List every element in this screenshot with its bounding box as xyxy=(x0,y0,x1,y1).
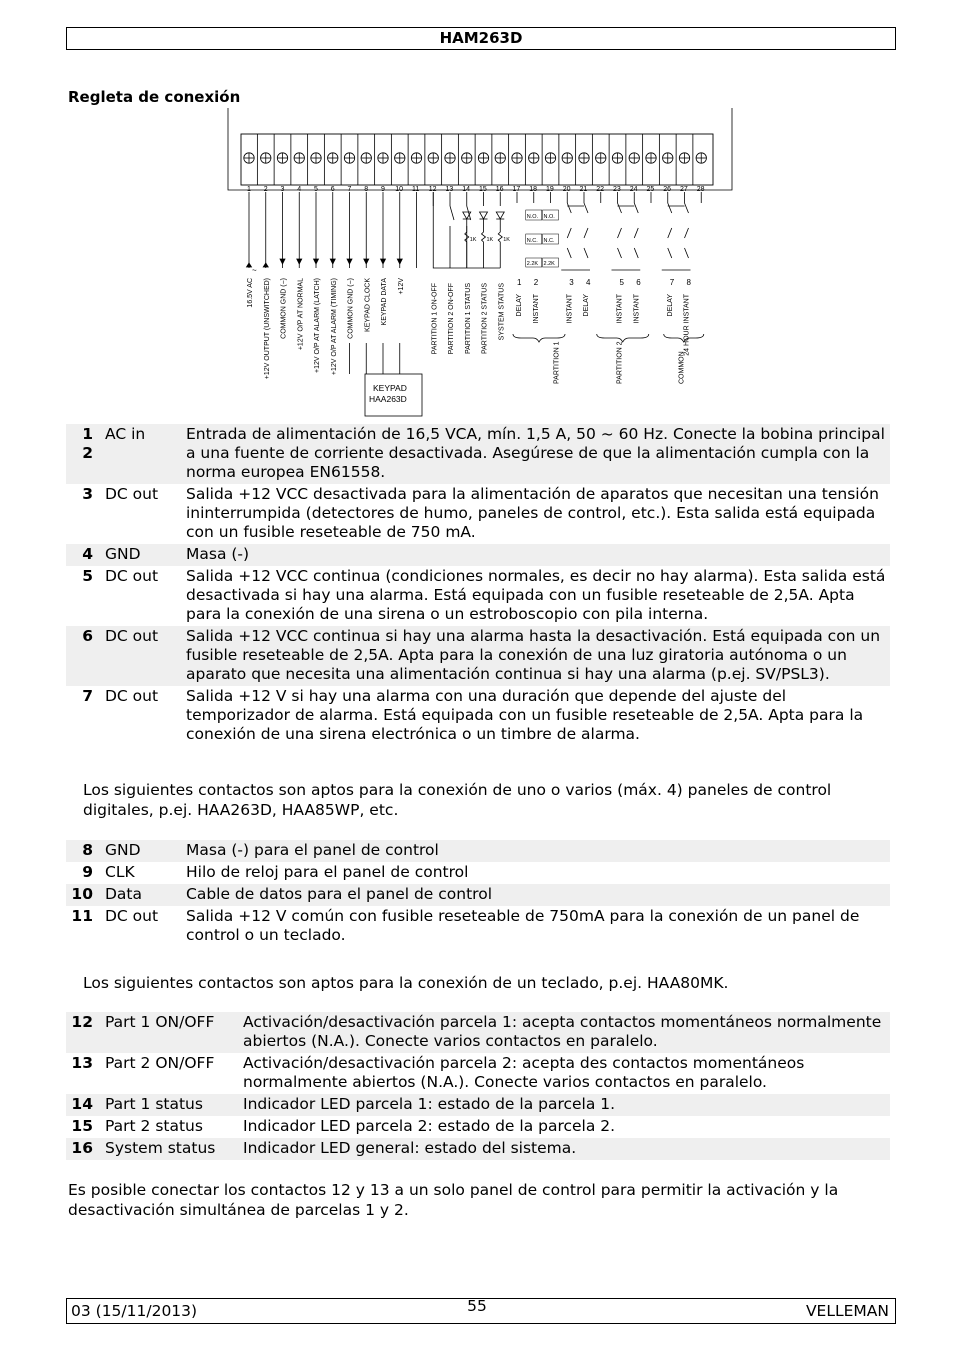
arrow-icon xyxy=(280,259,285,264)
table-row xyxy=(66,566,890,626)
zone-number: 8 xyxy=(686,278,691,287)
row-description: Salida +12 VCC desactivada para la alimentación de aparatos que necesitan una tensión ininterrumpida (detectores de humo, paneles de control, etc.). Esta salida está equipada con un fusible reseteable de 750 mA. xyxy=(186,485,879,541)
terminal-number: 7 xyxy=(347,186,352,193)
zone-number: 4 xyxy=(586,278,591,287)
switch-icon xyxy=(668,248,672,258)
row-number: 1 2 xyxy=(66,424,101,484)
contact-label: N.O. xyxy=(526,214,539,220)
keypad-label: KEYPAD xyxy=(373,383,407,393)
arrow-icon xyxy=(330,259,335,264)
row-description: Activación/desactivación parcela 2: acepta des contactos momentáneos normalmente abiertos (N.A.). Conecte varios contactos en paralelo. xyxy=(243,1054,805,1091)
row-name: Part 1 ON/OFF xyxy=(101,1012,239,1053)
row-number: 11 xyxy=(71,907,93,925)
zone-number: 2 xyxy=(533,278,539,287)
table-row xyxy=(66,840,890,862)
terminal-number: 11 xyxy=(412,186,420,193)
partition-label: PARTITION 1 xyxy=(553,341,561,384)
terminal-block xyxy=(241,134,713,185)
table-row xyxy=(66,686,890,746)
row-description: Masa (-) para el panel de control xyxy=(182,840,890,862)
row-number: 8 xyxy=(66,840,101,862)
zone-label: INSTANT xyxy=(532,294,540,324)
switch-icon xyxy=(584,203,588,213)
row-number: 12 xyxy=(66,1012,101,1053)
resistor-label: 1K xyxy=(503,237,510,243)
terminal-label: +12V O/P AT ALARM (LATCH) xyxy=(314,278,321,373)
zone-label: DELAY xyxy=(583,294,590,317)
terminal-label: COMMON GND (−) xyxy=(280,278,288,339)
terminal-number: 25 xyxy=(646,186,655,193)
ac-symbol-icon: ~ xyxy=(252,266,257,275)
terminal-number: 6 xyxy=(330,186,335,193)
switch-icon xyxy=(567,248,571,258)
zone-label: DELAY xyxy=(516,294,523,317)
switch-icon xyxy=(668,203,672,213)
terminal-label: +12V xyxy=(397,278,405,295)
zone-label: INSTANT xyxy=(566,294,574,324)
row-number: 3 xyxy=(82,485,93,503)
resistor-label: 2.2K xyxy=(543,261,555,267)
switch-icon xyxy=(618,228,622,238)
contact-label: N.O. xyxy=(543,214,555,220)
switch-icon xyxy=(450,206,454,220)
row-name: DC out xyxy=(101,626,182,686)
terminal-number: 9 xyxy=(381,186,385,193)
terminal-label: SYSTEM STATUS xyxy=(498,283,506,341)
row-name: Data xyxy=(101,884,182,906)
row-description: Indicador LED parcela 2: estado de la parcela 2. xyxy=(243,1117,616,1135)
spec-table-keypad xyxy=(66,840,890,947)
terminal-label: 16.5V AC xyxy=(247,278,254,308)
switch-icon xyxy=(685,228,689,238)
table-row xyxy=(66,544,890,566)
terminal-label: +12V O/P AT ALARM (TIMING) xyxy=(330,278,338,376)
terminal-number: 12 xyxy=(428,186,437,193)
switch-icon xyxy=(567,203,571,213)
row-number: 7 xyxy=(82,687,93,705)
row-number: 13 xyxy=(71,1054,93,1072)
terminal-number: 16 xyxy=(495,186,504,193)
footer-version: 03 (15/11/2013) xyxy=(71,1302,198,1320)
terminal-number: 4 xyxy=(297,186,302,193)
row-name: Part 2 ON/OFF xyxy=(105,1054,215,1072)
row-name: GND xyxy=(101,840,182,862)
arrow-icon xyxy=(364,259,369,264)
switch-icon xyxy=(634,203,638,213)
resistor-label: 1K xyxy=(469,237,477,243)
zone-number: 5 xyxy=(619,278,624,287)
paragraph-note: Es posible conectar los contactos 12 y 13 a un solo panel de control para permitir la activación y la desactivación simultánea de parcelas 1 y 2. xyxy=(68,1181,839,1219)
partition-label: PARTITION 2 xyxy=(616,341,624,384)
resistor-icon xyxy=(498,219,502,268)
page-header xyxy=(66,27,896,50)
switch-icon xyxy=(584,248,588,258)
row-number: 14 xyxy=(66,1094,101,1116)
row-name: DC out xyxy=(105,485,159,503)
paragraph-keyboard: Los siguientes contactos son aptos para la conexión de un teclado, p.ej. HAA80MK. xyxy=(83,974,729,992)
row-description: Entrada de alimentación de 16,5 VCA, mín. 1,5 A, 50 ~ 60 Hz. Conecte la bobina principal a una fuente de corriente desactivada. Asegúrese de que la alimentación cumpla con la norma europea EN61558. xyxy=(182,424,890,484)
table-row xyxy=(66,884,890,906)
common-label: COMMON xyxy=(678,351,686,384)
table-row xyxy=(66,484,890,544)
row-name: Part 1 status xyxy=(101,1094,239,1116)
zone-label: 24 HOUR INSTANT xyxy=(683,294,691,356)
row-name: Part 2 status xyxy=(105,1117,203,1135)
arrow-icon xyxy=(297,259,302,264)
switch-icon xyxy=(634,248,638,258)
zone-number: 1 xyxy=(517,278,522,287)
table-row xyxy=(66,626,890,686)
arrow-icon xyxy=(347,259,352,264)
table-row xyxy=(66,906,890,947)
terminal-number: 14 xyxy=(462,186,471,193)
terminal-number: 10 xyxy=(395,186,404,193)
spec-table-power xyxy=(66,424,890,746)
terminal-number: 3 xyxy=(280,186,285,193)
table-row xyxy=(66,424,890,484)
row-number: 9 xyxy=(82,863,93,881)
resistor-label: 1K xyxy=(486,237,494,243)
resistor-icon xyxy=(482,219,486,268)
switch-icon xyxy=(685,248,689,258)
terminal-label: +12V OUTPUT (UNSWITCHED) xyxy=(263,278,271,380)
terminal-number: 21 xyxy=(579,186,588,193)
table-row xyxy=(66,1012,890,1053)
switch-icon xyxy=(584,228,588,238)
terminal-number: 13 xyxy=(445,186,454,193)
row-description: Hilo de reloj para el panel de control xyxy=(186,863,469,881)
row-name: DC out xyxy=(105,907,159,925)
resistor-label: 2.2K xyxy=(526,261,539,267)
diagram-frame xyxy=(228,108,732,190)
row-name: DC out xyxy=(105,567,159,585)
row-number: 10 xyxy=(66,884,101,906)
arrow-icon xyxy=(314,259,319,264)
row-name: AC in xyxy=(101,424,182,484)
arrow-icon xyxy=(263,263,268,267)
paragraph-keypads: Los siguientes contactos son aptos para la conexión de uno o varios (máx. 4) paneles de control digitales, p.ej. HAA263D, HAA85WP, etc. xyxy=(83,781,832,819)
terminal-number: 28 xyxy=(696,186,705,193)
arrow-icon xyxy=(381,259,386,264)
row-description: Cable de datos para el panel de control xyxy=(182,884,890,906)
terminal-number: 27 xyxy=(680,186,688,193)
switch-icon xyxy=(567,228,571,238)
arrow-icon xyxy=(397,259,402,264)
terminal-label: PARTITION 1 ON-OFF xyxy=(431,283,439,355)
zone-label: INSTANT xyxy=(616,294,624,324)
zone-number: 7 xyxy=(669,278,675,287)
terminal-number: 18 xyxy=(529,186,538,193)
spec-table-partitions xyxy=(66,1012,890,1160)
led-icon xyxy=(480,212,488,219)
row-name: DC out xyxy=(105,687,159,705)
page-number: 55 xyxy=(467,1297,487,1315)
row-description: Salida +12 VCC continua si hay una alarma hasta la desactivación. Está equipada con un fusible reseteable de 2,5A. Apta para la conexión de una luz giratoria autónoma o un aparato que necesita una alimentación continua si hay una alarma (p.ej. SV/PSL3). xyxy=(182,626,890,686)
zone-label: INSTANT xyxy=(633,294,641,324)
terminal-label: KEYPAD DATA xyxy=(381,278,388,326)
zone-number: 6 xyxy=(636,278,641,287)
table-row xyxy=(66,1053,890,1094)
zone-label: DELAY xyxy=(666,294,674,317)
header-model: HAM263D xyxy=(439,29,523,47)
arrow-icon xyxy=(247,263,252,267)
brace xyxy=(513,334,565,342)
contact-label: N.C. xyxy=(543,238,555,244)
terminal-number: 19 xyxy=(546,186,554,193)
terminal-label: PARTITION 2 ON-OFF xyxy=(448,283,455,355)
row-name: GND xyxy=(101,544,182,566)
terminal-number: 24 xyxy=(629,186,638,193)
switch-icon xyxy=(668,228,672,238)
terminal-label: KEYPAD CLOCK xyxy=(364,278,372,332)
row-description: Masa (-) xyxy=(182,544,890,566)
row-number: 15 xyxy=(71,1117,93,1135)
resistor-icon xyxy=(465,219,469,268)
switch-icon xyxy=(618,248,622,258)
terminal-number: 23 xyxy=(613,186,621,193)
row-name: CLK xyxy=(105,863,135,881)
terminal-label: PARTITION 2 STATUS xyxy=(481,283,489,355)
section-title: Regleta de conexión xyxy=(68,88,241,106)
terminal-number: 8 xyxy=(364,186,369,193)
switch-icon xyxy=(685,203,689,213)
row-description: Indicador LED general: estado del sistema. xyxy=(239,1138,890,1160)
terminal-number: 2 xyxy=(263,186,268,193)
row-number: 5 xyxy=(82,567,93,585)
terminal-label: +12V O/P AT NORMAL xyxy=(297,278,305,351)
terminal-strip-diagram xyxy=(222,108,734,420)
table-row xyxy=(66,862,890,884)
row-description: Salida +12 V común con fusible reseteable de 750mA para la conexión de un panel de control o un teclado. xyxy=(186,907,860,944)
table-row xyxy=(66,1138,890,1160)
terminal-number: 20 xyxy=(562,186,571,193)
terminal-number: 1 xyxy=(247,186,251,193)
terminal-number: 15 xyxy=(479,186,487,193)
led-icon xyxy=(496,212,504,219)
table-row xyxy=(66,1116,890,1138)
terminal-number: 22 xyxy=(596,186,605,193)
row-description: Salida +12 V si hay una alarma con una duración que depende del ajuste del temporizador de alarma. Está equipada con un fusible reseteable de 2,5A. Apta para la conexión de una sirena electrónica o un timbre de alarma. xyxy=(186,687,864,743)
terminal-label: COMMON GND (−) xyxy=(347,278,355,339)
table-row xyxy=(66,1094,890,1116)
row-name: System status xyxy=(101,1138,239,1160)
row-description: Salida +12 VCC continua (condiciones normales, es decir no hay alarma). Esta salida está desactivada si hay una alarma. Está equipada con un fusible reseteable de 2,5A. Apta para la conexión de una sirena o un estroboscopio con pila interna. xyxy=(186,567,886,623)
terminal-number: 26 xyxy=(663,186,672,193)
footer-brand: VELLEMAN xyxy=(805,1302,889,1320)
terminal-number: 17 xyxy=(512,186,521,193)
terminal-number: 5 xyxy=(314,186,318,193)
switch-icon xyxy=(618,203,622,213)
row-number: 4 xyxy=(66,544,101,566)
zone-number: 3 xyxy=(569,278,574,287)
switch-icon xyxy=(634,228,638,238)
row-description: Indicador LED parcela 1: estado de la parcela 1. xyxy=(239,1094,890,1116)
brace xyxy=(597,334,649,342)
row-number: 6 xyxy=(66,626,101,686)
contact-label: N.C. xyxy=(526,238,538,244)
keypad-model: HAA263D xyxy=(369,394,407,404)
terminal-label: PARTITION 1 STATUS xyxy=(464,283,472,355)
row-number: 16 xyxy=(66,1138,101,1160)
row-description: Activación/desactivación parcela 1: acepta contactos momentáneos normalmente abiertos (N.A.). Conecte varios contactos en paralelo. xyxy=(239,1012,890,1053)
